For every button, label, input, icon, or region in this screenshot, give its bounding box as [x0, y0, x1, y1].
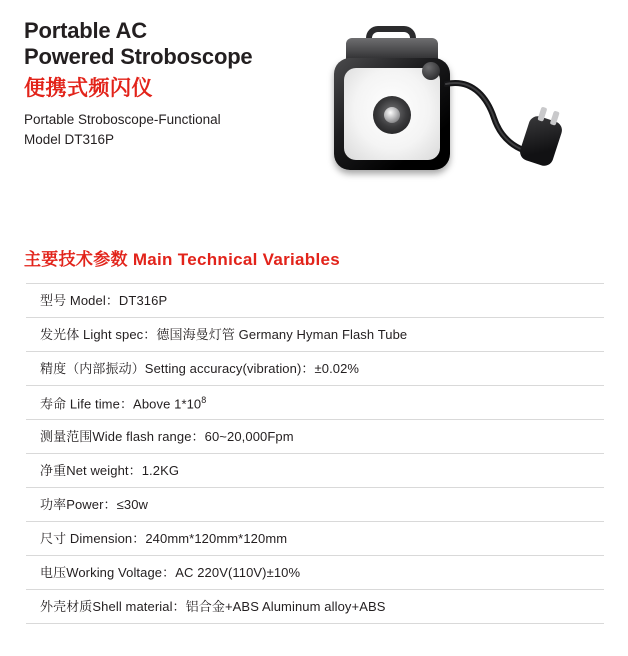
- specifications-table-body: [26, 284, 604, 624]
- page-title: [24, 18, 354, 70]
- table-row: [26, 590, 604, 624]
- table-row: [26, 352, 604, 386]
- spec-cell-accuracy: 精度（内部振动）Setting accuracy(vibration)：±0.02%: [26, 352, 604, 386]
- spec-cell-power: 功率Power：≤30w: [26, 488, 604, 522]
- spec-section-heading: 主要技术参数 Main Technical Variables: [24, 250, 341, 269]
- spec-cell-light-spec: 发光体 Light spec：德国海曼灯管 Germany Hyman Flash Tube: [26, 318, 604, 352]
- spec-cell-dimension: 尺寸 Dimension：240mm*120mm*120mm: [26, 522, 604, 556]
- table-row: [26, 318, 604, 352]
- table-row: [26, 556, 604, 590]
- spec-cell-life-time: [26, 386, 604, 420]
- table-row: [26, 386, 604, 420]
- flash-tube-shape: [384, 107, 400, 123]
- table-row: [26, 420, 604, 454]
- product-photo: [318, 20, 618, 185]
- page-title-chinese: 便携式频闪仪: [24, 77, 153, 100]
- table-row: [26, 488, 604, 522]
- spec-cell-net-weight: 净重Net weight：1.2KG: [26, 454, 604, 488]
- spec-cell-working-voltage: 电压Working Voltage：AC 220V(110V)±10%: [26, 556, 604, 590]
- product-subtitle: Portable Stroboscope-Functional: [24, 112, 221, 127]
- table-row: [26, 284, 604, 318]
- table-row: [26, 522, 604, 556]
- title-line-2: Powered Stroboscope: [24, 44, 253, 69]
- spec-cell-shell-material: 外壳材质Shell material：铝合金+ABS Aluminum alloy+ABS: [26, 590, 604, 624]
- spec-life-time-exponent: 8: [201, 395, 207, 406]
- side-knob-shape: [422, 62, 440, 80]
- document-header: [0, 0, 628, 200]
- specifications-table: [26, 283, 604, 624]
- product-model: Model DT316P: [24, 132, 115, 147]
- title-block: [24, 18, 354, 150]
- spec-cell-model: 型号 Model：DT316P: [26, 284, 604, 318]
- table-row: [26, 454, 604, 488]
- spec-cell-flash-range: 测量范围Wide flash range：60~20,000Fpm: [26, 420, 604, 454]
- spec-life-time-text: 寿命 Life time：Above 1*10: [40, 396, 202, 412]
- title-line-1: Portable AC: [24, 18, 147, 43]
